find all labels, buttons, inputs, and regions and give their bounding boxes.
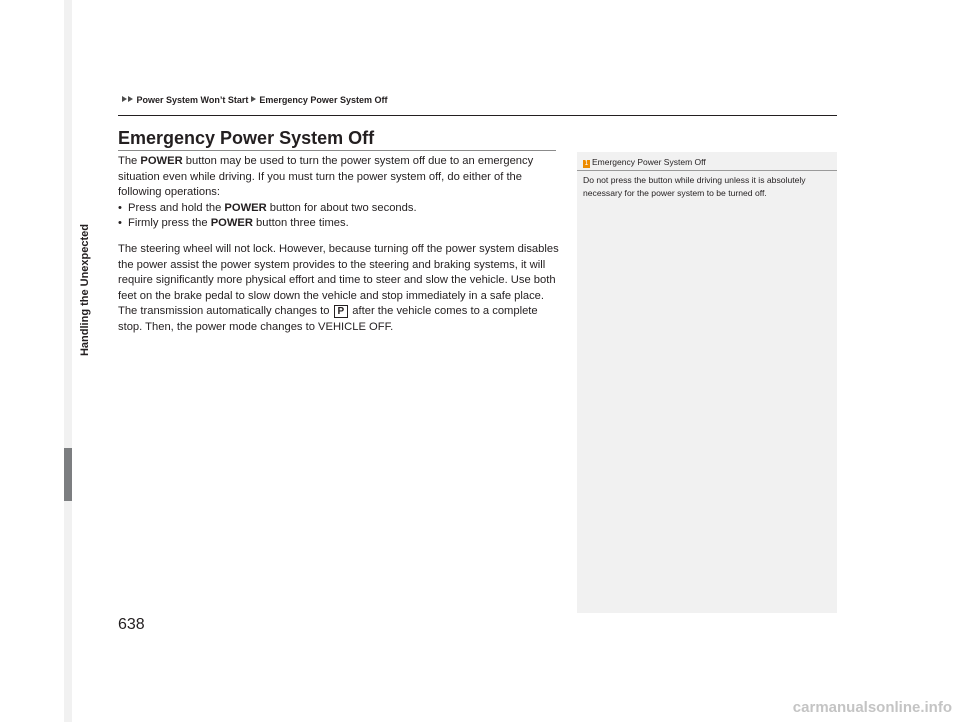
steering-paragraph: The steering wheel will not lock. However, because turning off the power system disables the power assist the power system provides to the steering and braking systems, it will require significantly more physical effort and time to steer and slow the vehicle. Use both feet on the brake pedal to slow down the vehicle and stop immediately in a safe place. [118,242,559,302]
note-text: Do not press the button while driving unless it is absolutely necessary for the power system to be turned off. [583,175,806,198]
breadcrumb-arrow-icon [122,96,127,102]
note-title [583,157,706,168]
chapter-label-text: Handling the Unexpected [79,223,91,357]
note-title-text: Emergency Power System Off [592,157,706,167]
breadcrumb-arrow-icon [251,96,256,102]
side-tab-strip [64,0,72,448]
transmission-text: The transmission automatically changes to [118,305,333,318]
body-text [118,154,560,336]
breadcrumb [122,95,387,105]
page-number: 638 [118,616,145,633]
side-tab-strip-lower [64,501,72,722]
bullet-text: button three times. [252,217,349,230]
paragraph-gap [118,232,560,242]
title-rule [118,150,556,151]
header-rule [118,115,837,116]
intro-text: The [118,155,141,167]
list-item [118,216,560,232]
transmission-text: after the vehicle comes to a complete stop. Then, the power mode changes to VEHICLE OFF. [118,305,538,333]
bullet-text: button for about two seconds. [266,201,417,214]
power-button-term: POWER [210,217,253,230]
bullet-text: Firmly press the [128,217,211,230]
list-item [118,201,560,217]
side-note [577,152,837,613]
breadcrumb-arrow-icon [128,96,133,102]
watermark: carmanualsonline.info [792,699,952,716]
breadcrumb-item[interactable]: Power System Won’t Start [136,95,249,105]
chapter-label [78,80,92,500]
park-position-icon: P [334,305,349,318]
transmission-paragraph [118,304,560,335]
power-button-term: POWER [224,201,267,214]
operations-list [118,201,560,232]
bullet-text: Press and hold the [128,201,225,214]
breadcrumb-item[interactable]: Emergency Power System Off [259,95,388,105]
note-rule [577,170,837,171]
note-reference-icon: 1 [584,160,589,167]
intro-paragraph [118,154,560,201]
side-tab-active-marker [64,448,72,501]
page-title: Emergency Power System Off [118,128,375,148]
chapter-side-tab [64,0,72,722]
intro-text: button may be used to turn the power system off due to an emergency situation even while driving. If you must turn the power system off, do either of the following operations: [118,155,534,199]
power-button-term: POWER [140,155,183,167]
